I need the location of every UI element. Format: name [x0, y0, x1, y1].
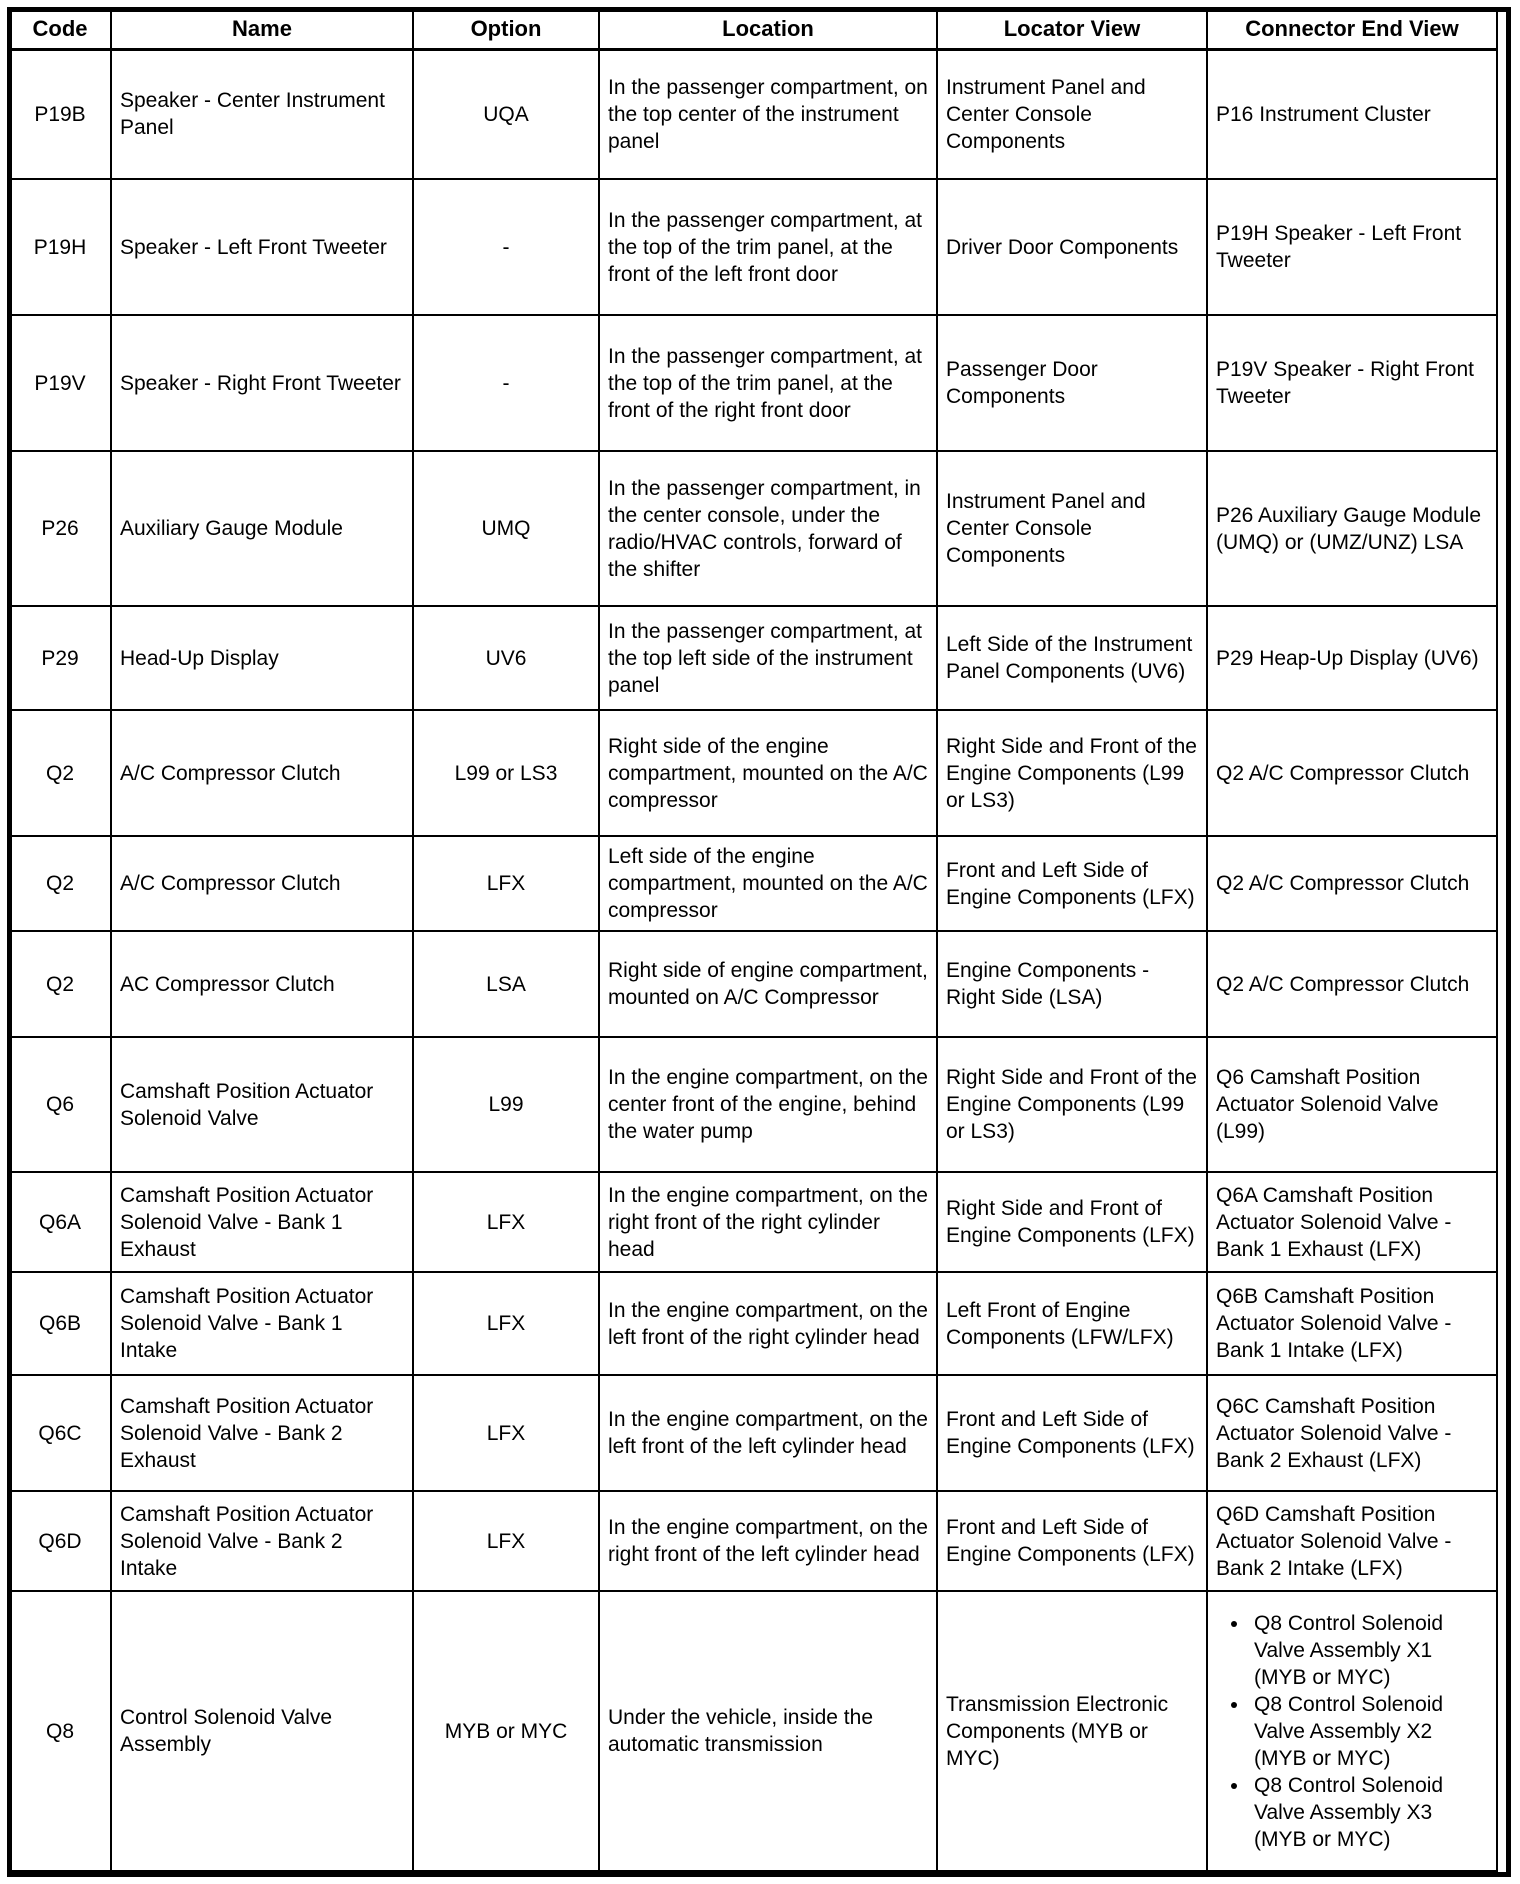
column-header-connector-end-view: Connector End View	[1207, 9, 1497, 49]
cell-code: P19B	[9, 49, 111, 179]
table-row	[9, 49, 1497, 179]
cell-connector-end-view	[1207, 1591, 1497, 1871]
cell-locator-view: Right Side and Front of Engine Components (LFX)	[937, 1172, 1207, 1272]
cell-option: -	[413, 315, 599, 451]
cell-code: Q2	[9, 836, 111, 931]
column-header-option: Option	[413, 9, 599, 49]
cell-connector-end-view: P26 Auxiliary Gauge Module (UMQ) or (UMZ/UNZ) LSA	[1207, 451, 1497, 606]
cell-option: L99	[413, 1037, 599, 1172]
cell-location: In the engine compartment, on the center front of the engine, behind the water pump	[599, 1037, 937, 1172]
table-row	[9, 836, 1497, 931]
cell-name: Speaker - Left Front Tweeter	[111, 179, 413, 315]
cell-code: Q6B	[9, 1272, 111, 1375]
cell-code: P29	[9, 606, 111, 710]
table-header	[9, 9, 1497, 49]
cell-locator-view: Passenger Door Components	[937, 315, 1207, 451]
cell-connector-end-view: Q6B Camshaft Position Actuator Solenoid Valve - Bank 1 Intake (LFX)	[1207, 1272, 1497, 1375]
cell-name: Camshaft Position Actuator Solenoid Valve	[111, 1037, 413, 1172]
table-row	[9, 710, 1497, 836]
connector-location-table	[8, 8, 1498, 1872]
table-row	[9, 931, 1497, 1037]
cell-location: In the engine compartment, on the left front of the left cylinder head	[599, 1375, 937, 1491]
cell-connector-end-view: Q6A Camshaft Position Actuator Solenoid Valve - Bank 1 Exhaust (LFX)	[1207, 1172, 1497, 1272]
table-row	[9, 179, 1497, 315]
cell-code: P26	[9, 451, 111, 606]
cell-name: Camshaft Position Actuator Solenoid Valve - Bank 2 Intake	[111, 1491, 413, 1591]
column-header-name: Name	[111, 9, 413, 49]
cell-code: P19H	[9, 179, 111, 315]
cell-location: In the passenger compartment, on the top center of the instrument panel	[599, 49, 937, 179]
table-row	[9, 451, 1497, 606]
cell-option: L99 or LS3	[413, 710, 599, 836]
cell-locator-view: Instrument Panel and Center Console Components	[937, 451, 1207, 606]
cell-code: Q8	[9, 1591, 111, 1871]
connector-end-view-list	[1216, 1610, 1488, 1853]
connector-end-view-item: • Q8 Control Solenoid Valve Assembly X3 (MYB or MYC)	[1250, 1772, 1488, 1853]
cell-name: Auxiliary Gauge Module	[111, 451, 413, 606]
cell-option: LSA	[413, 931, 599, 1037]
cell-code: Q6D	[9, 1491, 111, 1591]
cell-locator-view: Front and Left Side of Engine Components (LFX)	[937, 1375, 1207, 1491]
connector-end-view-item: • Q8 Control Solenoid Valve Assembly X1 (MYB or MYC)	[1250, 1610, 1488, 1691]
cell-option: MYB or MYC	[413, 1591, 599, 1871]
table-row	[9, 606, 1497, 710]
cell-location: In the engine compartment, on the right front of the right cylinder head	[599, 1172, 937, 1272]
cell-code: Q2	[9, 710, 111, 836]
cell-location: Left side of the engine compartment, mounted on the A/C compressor	[599, 836, 937, 931]
table-row	[9, 1375, 1497, 1491]
cell-connector-end-view: Q6 Camshaft Position Actuator Solenoid Valve (L99)	[1207, 1037, 1497, 1172]
cell-code: P19V	[9, 315, 111, 451]
cell-name: Camshaft Position Actuator Solenoid Valve - Bank 1 Exhaust	[111, 1172, 413, 1272]
cell-connector-end-view: Q2 A/C Compressor Clutch	[1207, 836, 1497, 931]
connector-end-view-item: • Q8 Control Solenoid Valve Assembly X2 (MYB or MYC)	[1250, 1691, 1488, 1772]
cell-locator-view: Front and Left Side of Engine Components (LFX)	[937, 836, 1207, 931]
cell-option: LFX	[413, 836, 599, 931]
cell-code: Q6A	[9, 1172, 111, 1272]
cell-name: Camshaft Position Actuator Solenoid Valve - Bank 2 Exhaust	[111, 1375, 413, 1491]
cell-option: -	[413, 179, 599, 315]
cell-name: Camshaft Position Actuator Solenoid Valve - Bank 1 Intake	[111, 1272, 413, 1375]
cell-connector-end-view: Q6C Camshaft Position Actuator Solenoid Valve - Bank 2 Exhaust (LFX)	[1207, 1375, 1497, 1491]
cell-option: UMQ	[413, 451, 599, 606]
table-row	[9, 1272, 1497, 1375]
cell-location: In the passenger compartment, in the center console, under the radio/HVAC controls, forward of the shifter	[599, 451, 937, 606]
cell-connector-end-view: P16 Instrument Cluster	[1207, 49, 1497, 179]
cell-option: LFX	[413, 1375, 599, 1491]
cell-location: In the passenger compartment, at the top of the trim panel, at the front of the left front door	[599, 179, 937, 315]
cell-connector-end-view: Q6D Camshaft Position Actuator Solenoid Valve - Bank 2 Intake (LFX)	[1207, 1491, 1497, 1591]
cell-name: Head-Up Display	[111, 606, 413, 710]
cell-location: In the passenger compartment, at the top left side of the instrument panel	[599, 606, 937, 710]
cell-locator-view: Driver Door Components	[937, 179, 1207, 315]
cell-option: LFX	[413, 1172, 599, 1272]
cell-connector-end-view: Q2 A/C Compressor Clutch	[1207, 710, 1497, 836]
cell-name: Speaker - Right Front Tweeter	[111, 315, 413, 451]
cell-connector-end-view: P29 Heap-Up Display (UV6)	[1207, 606, 1497, 710]
table-row	[9, 1172, 1497, 1272]
cell-location: In the passenger compartment, at the top of the trim panel, at the front of the right front door	[599, 315, 937, 451]
table-row	[9, 1037, 1497, 1172]
cell-code: Q6	[9, 1037, 111, 1172]
cell-location: In the engine compartment, on the left front of the right cylinder head	[599, 1272, 937, 1375]
cell-locator-view: Left Side of the Instrument Panel Components (UV6)	[937, 606, 1207, 710]
cell-location: Under the vehicle, inside the automatic transmission	[599, 1591, 937, 1871]
cell-name: A/C Compressor Clutch	[111, 710, 413, 836]
cell-location: Right side of engine compartment, mounted on A/C Compressor	[599, 931, 937, 1037]
column-header-locator-view: Locator View	[937, 9, 1207, 49]
header-row	[9, 9, 1497, 49]
cell-code: Q2	[9, 931, 111, 1037]
cell-locator-view: Front and Left Side of Engine Components (LFX)	[937, 1491, 1207, 1591]
cell-connector-end-view: P19H Speaker - Left Front Tweeter	[1207, 179, 1497, 315]
cell-locator-view: Instrument Panel and Center Console Components	[937, 49, 1207, 179]
table-body	[9, 49, 1497, 1871]
table-row	[9, 315, 1497, 451]
cell-option: UV6	[413, 606, 599, 710]
cell-locator-view: Transmission Electronic Components (MYB or MYC)	[937, 1591, 1207, 1871]
cell-option: LFX	[413, 1491, 599, 1591]
cell-connector-end-view: Q2 A/C Compressor Clutch	[1207, 931, 1497, 1037]
column-header-code: Code	[9, 9, 111, 49]
cell-location: Right side of the engine compartment, mounted on the A/C compressor	[599, 710, 937, 836]
cell-locator-view: Left Front of Engine Components (LFW/LFX)	[937, 1272, 1207, 1375]
table-row	[9, 1591, 1497, 1871]
cell-name: Control Solenoid Valve Assembly	[111, 1591, 413, 1871]
cell-option: UQA	[413, 49, 599, 179]
cell-option: LFX	[413, 1272, 599, 1375]
cell-locator-view: Right Side and Front of the Engine Components (L99 or LS3)	[937, 1037, 1207, 1172]
cell-name: AC Compressor Clutch	[111, 931, 413, 1037]
cell-connector-end-view: P19V Speaker - Right Front Tweeter	[1207, 315, 1497, 451]
column-header-location: Location	[599, 9, 937, 49]
cell-name: Speaker - Center Instrument Panel	[111, 49, 413, 179]
cell-name: A/C Compressor Clutch	[111, 836, 413, 931]
cell-location: In the engine compartment, on the right front of the left cylinder head	[599, 1491, 937, 1591]
table-row	[9, 1491, 1497, 1591]
cell-locator-view: Engine Components - Right Side (LSA)	[937, 931, 1207, 1037]
cell-locator-view: Right Side and Front of the Engine Components (L99 or LS3)	[937, 710, 1207, 836]
cell-code: Q6C	[9, 1375, 111, 1491]
